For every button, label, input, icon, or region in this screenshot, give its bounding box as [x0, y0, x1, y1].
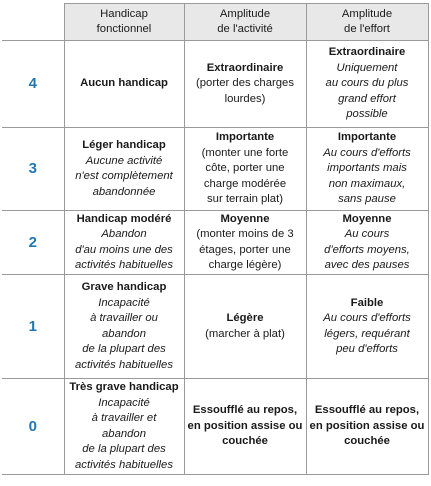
handicap-description-line: à travailler et — [91, 412, 157, 424]
effort-description-line: légers, requérant — [324, 327, 410, 340]
grade-number: 1 — [2, 275, 64, 379]
handicap-title: Léger handicap — [82, 139, 166, 151]
effort-cell — [306, 128, 428, 211]
grade-number: 4 — [2, 41, 64, 128]
effort-description-line: Au cours d'efforts — [323, 146, 411, 159]
handicap-description-line: abandon — [102, 327, 146, 340]
table-row — [2, 211, 428, 275]
header-row — [2, 4, 428, 41]
handicap-description-line: activités habituelles — [75, 259, 173, 271]
handicap-description-line: activités habituelles — [75, 458, 173, 471]
effort-cell — [306, 275, 428, 379]
grade-number: 0 — [2, 379, 64, 475]
grade-number: 2 — [2, 211, 64, 275]
handicap-description-line: à travailler ou — [90, 312, 158, 324]
table-row — [2, 379, 428, 475]
effort-title: Faible — [350, 296, 384, 309]
handicap-cell — [64, 379, 184, 475]
activite-cell — [184, 41, 306, 128]
header-effort-line1: Amplitude — [341, 7, 393, 20]
handicap-description-line: de la plupart des — [82, 443, 166, 455]
effort-cell — [306, 379, 428, 475]
header-corner — [2, 4, 64, 41]
header-handicap-line1: Handicap — [100, 7, 148, 20]
activite-title: Extraordinaire — [206, 61, 284, 74]
activite-title: Moyenne — [220, 212, 270, 225]
effort-description-line: sans pause — [338, 193, 396, 206]
handicap-description-line: n'est complètement — [75, 170, 173, 182]
activite-cell — [184, 211, 306, 275]
header-handicap — [64, 4, 184, 41]
effort-title: Moyenne — [342, 212, 392, 225]
handicap-title: Très grave handicap — [69, 381, 179, 393]
header-activite — [184, 4, 306, 41]
handicap-description-line: Abandon — [101, 228, 147, 240]
effort-description-line: non maximaux, — [328, 177, 406, 190]
handicap-title: Handicap modéré — [76, 212, 172, 225]
handicap-description-line: abandonnée — [92, 185, 156, 198]
effort-title: Essoufflé au repos, en position assise ou couchée — [309, 404, 425, 448]
header-effort — [306, 4, 428, 41]
activite-description-line: (porter des charges — [196, 77, 294, 90]
effort-description-line: au cours du plus — [325, 77, 409, 90]
handicap-title: Aucun handicap — [80, 77, 168, 90]
effort-title: Importante — [337, 131, 397, 144]
activite-description-line: étages, porter une — [199, 243, 291, 256]
activite-title: Légère — [226, 312, 264, 324]
effort-description-line: Au cours — [344, 228, 390, 240]
activite-description-line: lourdes) — [224, 92, 266, 105]
handicap-description-line: d'au moins une des — [75, 243, 173, 256]
dyspnea-grading-table — [2, 3, 429, 475]
handicap-title: Grave handicap — [81, 281, 167, 293]
header-activite-line1: Amplitude — [219, 7, 271, 20]
handicap-cell — [64, 211, 184, 275]
activite-description-line: (monter moins de 3 — [196, 228, 294, 240]
activite-title: Importante — [215, 131, 275, 144]
effort-description-line: avec des pauses — [324, 259, 410, 271]
activite-description-line: (monter une forte — [201, 146, 289, 159]
handicap-cell — [64, 41, 184, 128]
handicap-cell — [64, 128, 184, 211]
handicap-description-line: Incapacité — [98, 396, 150, 409]
effort-description-line: Au cours d'efforts — [323, 312, 411, 324]
effort-description-line: d'efforts moyens, — [324, 243, 410, 256]
table-row — [2, 275, 428, 379]
activite-description-line: charge légère) — [208, 259, 282, 271]
handicap-description-line: Incapacité — [98, 296, 150, 309]
effort-cell — [306, 211, 428, 275]
effort-description-line: grand effort — [338, 92, 396, 105]
header-handicap-line2: fonctionnel — [96, 23, 152, 35]
handicap-description-line: activités habituelles — [75, 358, 173, 371]
activite-cell — [184, 379, 306, 475]
activite-title: Essoufflé au repos, en position assise ou couchée — [187, 404, 303, 448]
activite-description-line: sur terrain plat) — [207, 193, 283, 206]
activite-description-line: côte, porter une — [205, 162, 285, 175]
effort-title: Extraordinaire — [328, 46, 406, 59]
effort-description-line: importants mais — [327, 162, 407, 175]
header-activite-line2: de l'activité — [217, 23, 273, 35]
grade-number: 3 — [2, 128, 64, 211]
effort-description-line: Uniquement — [336, 61, 398, 74]
handicap-cell — [64, 275, 184, 379]
handicap-description-line: abandon — [102, 427, 146, 440]
activite-description-line: (marcher à plat) — [205, 327, 285, 340]
activite-cell — [184, 275, 306, 379]
table-row — [2, 128, 428, 211]
effort-description-line: peu d'efforts — [336, 343, 398, 355]
table-row — [2, 41, 428, 128]
header-effort-line2: de l'effort — [344, 23, 390, 35]
effort-cell — [306, 41, 428, 128]
handicap-description-line: Aucune activité — [85, 154, 163, 167]
table-body — [2, 41, 428, 475]
effort-description-line: possible — [346, 108, 388, 121]
handicap-description-line: de la plupart des — [82, 343, 166, 355]
activite-cell — [184, 128, 306, 211]
activite-description-line: charge modérée — [203, 177, 287, 190]
